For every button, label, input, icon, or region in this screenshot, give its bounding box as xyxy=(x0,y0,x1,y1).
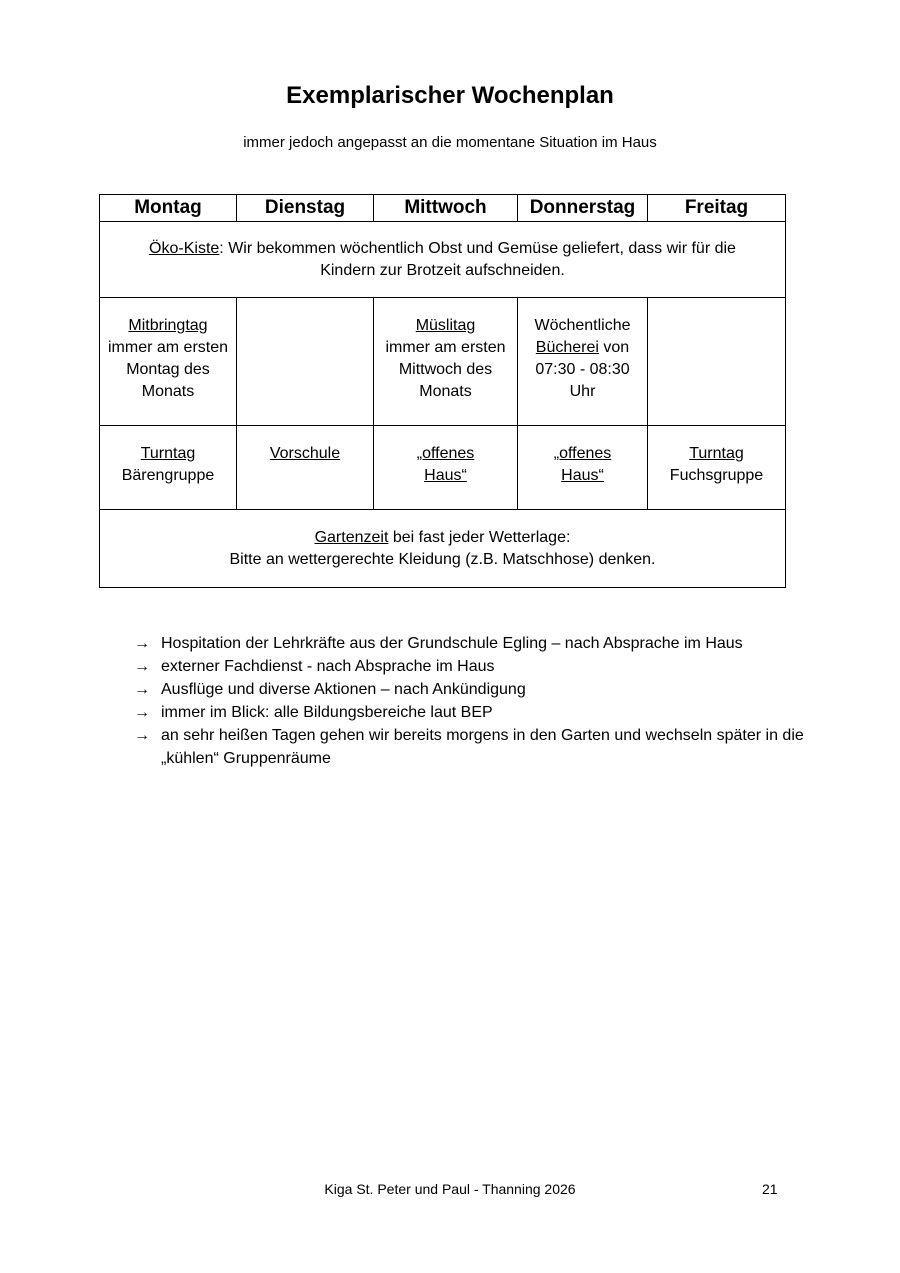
dienstag-vorschule-cell xyxy=(237,426,374,510)
note-text: Hospitation der Lehrkräfte aus der Grundschule Egling – nach Absprache im Haus xyxy=(161,635,743,652)
mitbringtag-text: immer am ersten Montag des Monats xyxy=(107,339,229,400)
header-montag: Montag xyxy=(100,195,237,222)
table-row xyxy=(100,426,786,510)
arrow-right-icon: → xyxy=(134,681,150,698)
arrow-right-icon: → xyxy=(134,704,150,721)
arrow-right-icon: → xyxy=(134,635,150,652)
gartenzeit-row xyxy=(100,510,786,588)
buecherei-pre: Wöchentliche xyxy=(534,317,631,334)
page-subtitle: immer jedoch angepasst an die momentane Situation im Haus xyxy=(243,134,657,151)
gartenzeit-text1: bei fast jeder Wetterlage: xyxy=(388,529,571,546)
header-mittwoch: Mittwoch xyxy=(374,195,518,222)
list-item xyxy=(134,678,804,701)
buecherei-link: Bücherei xyxy=(535,339,599,356)
turntag-freitag-text: Fuchsgruppe xyxy=(669,467,764,484)
mitbringtag-title: Mitbringtag xyxy=(128,317,208,334)
list-item xyxy=(134,701,804,724)
dienstag-empty-cell xyxy=(237,298,374,426)
mittwoch-mueslitag-cell xyxy=(374,298,518,426)
notes-list xyxy=(134,632,804,770)
turntag-montag-text: Bärengruppe xyxy=(121,467,215,484)
header-freitag: Freitag xyxy=(648,195,786,222)
weekly-plan-table xyxy=(99,194,786,588)
gartenzeit-line2: Bitte an wettergerechte Kleidung (z.B. Matschhose) denken. xyxy=(229,551,656,568)
oeko-kiste-label: Öko-Kiste xyxy=(149,240,220,257)
note-text: externer Fachdienst - nach Absprache im Haus xyxy=(161,658,495,675)
table-header-row xyxy=(100,195,786,222)
turntag-montag-title: Turntag xyxy=(140,445,196,462)
page-number: 21 xyxy=(762,1181,778,1197)
note-text: an sehr heißen Tagen gehen wir bereits morgens in den Garten und wechseln später in die „kühlen“ Gruppenräume xyxy=(161,727,804,767)
offenes-haus-mittwoch: „offenes Haus“ xyxy=(416,445,475,484)
turntag-freitag-title: Turntag xyxy=(689,445,744,462)
arrow-right-icon: → xyxy=(134,727,150,744)
list-item xyxy=(134,655,804,678)
freitag-turntag-cell xyxy=(648,426,786,510)
mueslitag-title: Müslitag xyxy=(415,317,476,334)
gartenzeit-label: Gartenzeit xyxy=(314,529,389,546)
mueslitag-text: immer am ersten Mittwoch des Monats xyxy=(385,339,506,400)
page-title: Exemplarischer Wochenplan xyxy=(286,82,614,109)
note-text: Ausflüge und diverse Aktionen – nach Ankündigung xyxy=(161,681,526,698)
arrow-right-icon: → xyxy=(134,658,150,675)
header-donnerstag: Donnerstag xyxy=(518,195,648,222)
montag-mitbringtag-cell xyxy=(100,298,237,426)
mittwoch-offenes-haus-cell xyxy=(374,426,518,510)
offenes-haus-donnerstag: „offenes Haus“ xyxy=(553,445,612,484)
oeko-kiste-row xyxy=(100,222,786,298)
vorschule-title: Vorschule xyxy=(269,445,341,462)
oeko-kiste-cell xyxy=(100,222,786,298)
montag-turntag-cell xyxy=(100,426,237,510)
oeko-kiste-text: : Wir bekommen wöchentlich Obst und Gemüse geliefert, dass wir für die Kindern zur Brotzeit aufschneiden. xyxy=(219,240,736,279)
buecherei-post: von 07:30 - 08:30 Uhr xyxy=(535,339,630,400)
freitag-empty-cell xyxy=(648,298,786,426)
list-item xyxy=(134,632,804,655)
header-dienstag: Dienstag xyxy=(237,195,374,222)
gartenzeit-cell xyxy=(100,510,786,588)
note-text: immer im Blick: alle Bildungsbereiche laut BEP xyxy=(161,704,493,721)
gartenzeit-line1 xyxy=(104,527,781,549)
table-row xyxy=(100,298,786,426)
donnerstag-offenes-haus-cell xyxy=(518,426,648,510)
donnerstag-buecherei-cell xyxy=(518,298,648,426)
page-footer: Kiga St. Peter und Paul - Thanning 2026 xyxy=(324,1181,576,1197)
list-item xyxy=(134,724,804,770)
